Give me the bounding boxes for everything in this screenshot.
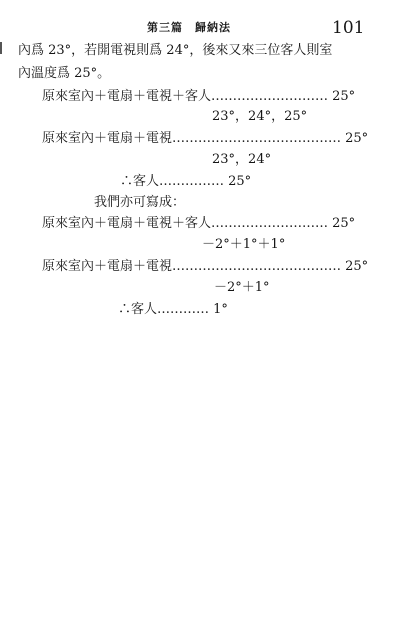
chapter-header: 第三篇 歸納法	[147, 21, 231, 34]
conclusion-line: ∴客人…………… 25°	[120, 174, 252, 189]
page-number: 101	[332, 18, 365, 38]
margin-mark	[0, 42, 2, 54]
text-line: 我們亦可寫成：	[94, 195, 186, 210]
text-line: 內爲 23°，若開電視則爲 24°，後來又來三位客人則室	[18, 43, 333, 58]
text-line: 內溫度爲 25°。	[18, 66, 111, 81]
conclusion-line: ∴客人………… 1°	[118, 302, 228, 317]
equation-values: －2°＋1°	[214, 280, 270, 295]
equation-values: －2°＋1°＋1°	[202, 237, 286, 252]
equation-values: 23°，24°	[212, 152, 272, 167]
equation-line: 原來室內＋電扇＋電視………………………………… 25°	[42, 259, 369, 274]
equation-line: 原來室內＋電扇＋電視＋客人……………………… 25°	[42, 89, 356, 104]
equation-line: 原來室內＋電扇＋電視………………………………… 25°	[42, 131, 369, 146]
equation-values: 23°，24°，25°	[212, 109, 308, 124]
equation-line: 原來室內＋電扇＋電視＋客人……………………… 25°	[42, 216, 356, 231]
